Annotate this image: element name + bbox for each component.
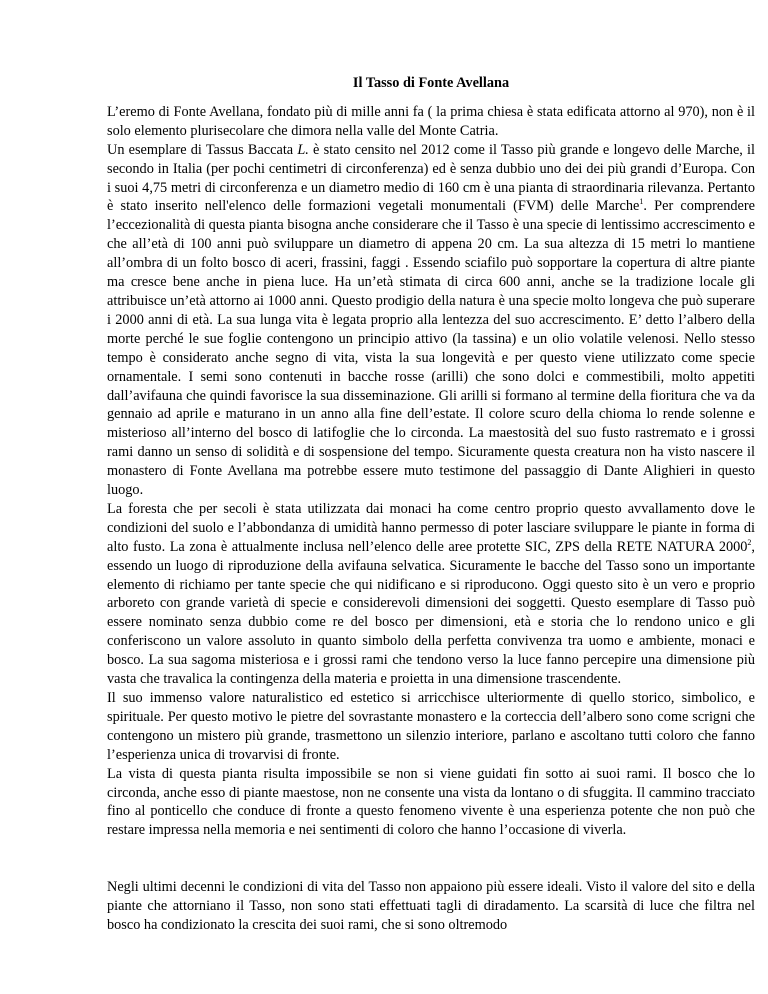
paragraph-2-text-b: è stato censito nel 2012 come il Tasso più grande e longevo delle Marche, il secondo in Italia (per pochi centimetri di circonferenza) ed è senza dubbio uno dei dei più grandi d’Europa. Con i suoi 4,75 metri di circonferenza e un diametro medio di 160 cm è una pianta di straordinaria rilevanza. Pertanto è stato inserito nell'elenco delle formazioni vegetali monumentali (FVM) delle Marche: [107, 141, 755, 215]
footnote-ref-1: 1: [639, 197, 644, 207]
paragraph-2-text-c: . Per comprendere l’eccezionalità di questa pianta bisogna anche considerare che il Tasso è una specie di lentissimo accrescimento e che all’età di 100 anni può sviluppare un diametro di appena 20 cm. La sua altezza di 15 metri lo mantiene all’ombra di un folto bosco di aceri, frassini, faggi . Essendo sciafilo può sopportare la copertura di altre piante ma cresce bene anche in piena luce. Ha un’età stimata di circa 600 anni, anche se la tradizione locale gli attribuisce un’età attorno ai 1000 anni. Questo prodigio della natura è una specie molto longeva che può superare i 2000 anni di età. La sua lunga vita è legata proprio alla lentezza del suo accrescimento. E’ detto l’albero della morte perché le sue foglie contengono un principio attivo (la tassina) e un olio volatile velenosi. Nello stesso tempo è considerato anche segno di vita, vista la sua longevità e per questo viene utilizzato come specie ornamentale. I semi sono contenuti in bacche rosse (arilli) che sono dolci e commestibili, molto appetiti dall’avifauna che quindi favorisce la sua disseminazione. Gli arilli si formano al termine della fioritura che va da gennaio ad aprile e maturano in un anno alla fine dell’estate. Il colore scuro della chioma lo rende solenne e misterioso all’interno del bosco di latifoglie che lo circonda. La maestosità del suo fusto rastremato e i grossi rami danno un senso di solidità e di sospensione del tempo. Sicuramente questa creatura non ha visto nascere il monastero di Fonte Avellana ma potrebbe essere muto testimone del passaggio di Dante Alighieri in questo luogo.: [107, 198, 755, 499]
paragraph-4: Il suo immenso valore naturalistico ed estetico si arricchisce ulteriormente di quello storico, simbolico, e spirituale. Per questo motivo le pietre del sovrastante monastero e la corteccia dell’albero sono come scrigni che contengono un mistero più grande, trasmettono un silenzio interiore, parlano e ascoltano tutti coloro che fanno l’esperienza unica di trovarvisi di fronte.: [107, 690, 755, 763]
paragraph-3-text-a: La foresta che per secoli è stata utilizzata dai monaci ha come centro proprio questo avvallamento dove le condizioni del suolo e l’abbondanza di umidità hanno permesso di poter lasciare sviluppare le piante in forma di alto fusto. La zona è attualmente inclusa nell’elenco delle aree protette SIC, ZPS della RETE NATURA 2000: [107, 500, 755, 555]
document-body: [107, 74, 755, 935]
paragraph-2: [107, 141, 755, 500]
paragraph-6: Negli ultimi decenni le condizioni di vita del Tasso non appaiono più essere ideali. Visto il valore del sito e della piante che attorniano il Tasso, non sono stati effettuati tagli di diradamento. La scarsità di luce che filtra nel bosco ha condizionato la crescita dei suoi rami, che si sono oltremodo: [107, 879, 755, 934]
paragraph-1: L’eremo di Fonte Avellana, fondato più di mille anni fa ( la prima chiesa è stata edificata attorno al 970), non è il solo elemento plurisecolare che dimora nella valle del Monte Catria.: [107, 103, 755, 139]
paragraph-spacer: [107, 840, 755, 878]
species-author-abbrev: L.: [297, 141, 309, 158]
paragraph-5: La vista di questa pianta risulta impossibile se non si viene guidati fin sotto ai suoi rami. Il bosco che lo circonda, anche esso di piante maestose, non ne consente una vista da lontano o di sfuggita. Il cammino tracciato fino al ponticello che conduce di fronte a questo fenomeno vivente è una esperienza potente che non può che restare impressa nella memoria e nei sentimenti di coloro che hanno l’occasione di viverla.: [107, 765, 755, 839]
paragraph-3: [107, 500, 755, 689]
paragraph-2-text-a: Un esemplare di Tassus Baccata: [107, 141, 298, 158]
footnote-ref-2: 2: [747, 537, 752, 547]
paragraph-3-text-b: , essendo un luogo di riproduzione della avifauna selvatica. Sicuramente le bacche del Tasso sono un importante elemento di richiamo per tante specie che qui nidificano e si riproducono. Oggi questo sito è un vero e proprio arboreto con grande varietà di specie e considerevoli dimensioni dei soggetti. Questo esemplare di Tasso può essere nominato senza dubbio come re del bosco per dimensioni, età e storia che lo rendono unico e gli conferiscono un valore assoluto in quanto simbolo della perfetta convivenza tra uomo e ambiente, monaci e bosco. La sua sagoma misteriosa e i grossi rami che tendono verso la luce fanno percepire una dimensione più vasta che travalica la contingenza della materia e proietta in una dimensione trascendente.: [107, 538, 755, 688]
document-title: Il Tasso di Fonte Avellana: [352, 75, 510, 91]
